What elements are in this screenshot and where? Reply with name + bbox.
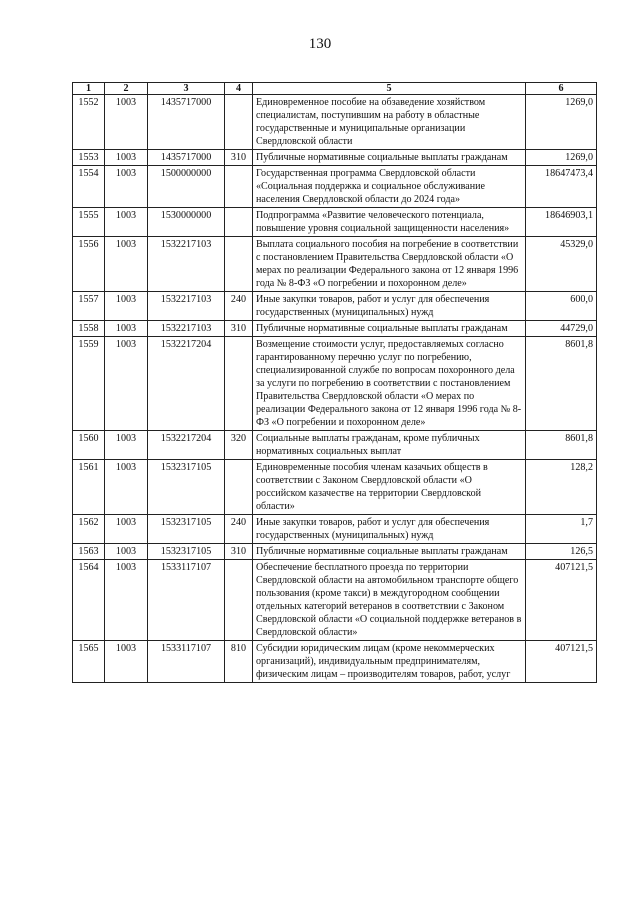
expense-type: 240 [225, 292, 253, 321]
section-code: 1003 [105, 460, 148, 515]
table-row [73, 544, 597, 560]
expense-type: 310 [225, 321, 253, 337]
expense-type [225, 237, 253, 292]
column-header: 1 [73, 83, 105, 95]
section-code: 1003 [105, 515, 148, 544]
table-row [73, 292, 597, 321]
target-code: 1532317105 [148, 515, 225, 544]
expense-type [225, 166, 253, 208]
row-amount: 600,0 [526, 292, 597, 321]
section-code: 1003 [105, 292, 148, 321]
section-code: 1003 [105, 95, 148, 150]
section-code: 1003 [105, 150, 148, 166]
row-amount: 8601,8 [526, 337, 597, 431]
target-code: 1532317105 [148, 460, 225, 515]
row-description: Публичные нормативные социальные выплаты гражданам [253, 321, 526, 337]
row-number: 1565 [73, 641, 105, 683]
table-row [73, 321, 597, 337]
row-description: Обеспечение бесплатного проезда по территории Свердловской области на автомобильном транспорте общего пользования (кроме такси) в междугородном сообщении отдельных категорий ветеранов в соответствии с Законом Свердловской области «О социальной поддержке ветеранов в Свердловской области» [253, 560, 526, 641]
column-header: 6 [526, 83, 597, 95]
target-code: 1533117107 [148, 560, 225, 641]
table-header-row [73, 83, 597, 95]
column-header: 3 [148, 83, 225, 95]
column-header: 2 [105, 83, 148, 95]
table-row [73, 166, 597, 208]
page-number: 130 [308, 36, 332, 52]
row-description: Государственная программа Свердловской области «Социальная поддержка и социальное обслуживание населения Свердловской области до 2024 года» [253, 166, 526, 208]
target-code: 1532217204 [148, 337, 225, 431]
section-code: 1003 [105, 321, 148, 337]
expense-type: 320 [225, 431, 253, 460]
table-row [73, 337, 597, 431]
table-row [73, 641, 597, 683]
row-description: Публичные нормативные социальные выплаты гражданам [253, 150, 526, 166]
row-number: 1562 [73, 515, 105, 544]
target-code: 1500000000 [148, 166, 225, 208]
row-amount: 1269,0 [526, 150, 597, 166]
section-code: 1003 [105, 337, 148, 431]
section-code: 1003 [105, 431, 148, 460]
section-code: 1003 [105, 641, 148, 683]
expense-type [225, 560, 253, 641]
expense-type [225, 460, 253, 515]
table-row [73, 460, 597, 515]
table-row [73, 515, 597, 544]
row-description: Публичные нормативные социальные выплаты гражданам [253, 544, 526, 560]
table-row [73, 237, 597, 292]
expense-type: 810 [225, 641, 253, 683]
row-amount: 407121,5 [526, 560, 597, 641]
row-number: 1553 [73, 150, 105, 166]
target-code: 1435717000 [148, 95, 225, 150]
row-number: 1560 [73, 431, 105, 460]
row-amount: 45329,0 [526, 237, 597, 292]
row-description: Социальные выплаты гражданам, кроме публичных нормативных социальных выплат [253, 431, 526, 460]
table-row [73, 431, 597, 460]
row-description: Иные закупки товаров, работ и услуг для обеспечения государственных (муниципальных) нужд [253, 515, 526, 544]
row-amount: 44729,0 [526, 321, 597, 337]
row-amount: 128,2 [526, 460, 597, 515]
table-row [73, 208, 597, 237]
row-description: Иные закупки товаров, работ и услуг для обеспечения государственных (муниципальных) нужд [253, 292, 526, 321]
target-code: 1532217103 [148, 321, 225, 337]
table-row [73, 560, 597, 641]
section-code: 1003 [105, 544, 148, 560]
row-description: Подпрограмма «Развитие человеческого потенциала, повышение уровня социальной защищенности населения» [253, 208, 526, 237]
target-code: 1435717000 [148, 150, 225, 166]
target-code: 1532217204 [148, 431, 225, 460]
row-amount: 8601,8 [526, 431, 597, 460]
row-number: 1556 [73, 237, 105, 292]
target-code: 1532217103 [148, 237, 225, 292]
row-number: 1555 [73, 208, 105, 237]
row-number: 1557 [73, 292, 105, 321]
row-number: 1552 [73, 95, 105, 150]
target-code: 1532317105 [148, 544, 225, 560]
table-body [73, 95, 597, 683]
target-code: 1533117107 [148, 641, 225, 683]
table-row [73, 150, 597, 166]
row-amount: 18646903,1 [526, 208, 597, 237]
target-code: 1530000000 [148, 208, 225, 237]
row-amount: 18647473,4 [526, 166, 597, 208]
expense-type [225, 95, 253, 150]
section-code: 1003 [105, 166, 148, 208]
expense-type [225, 208, 253, 237]
expense-type: 240 [225, 515, 253, 544]
column-header: 5 [253, 83, 526, 95]
expense-type [225, 337, 253, 431]
expense-type: 310 [225, 544, 253, 560]
row-amount: 1,7 [526, 515, 597, 544]
target-code: 1532217103 [148, 292, 225, 321]
row-amount: 126,5 [526, 544, 597, 560]
table-row [73, 95, 597, 150]
row-number: 1554 [73, 166, 105, 208]
row-number: 1563 [73, 544, 105, 560]
row-number: 1564 [73, 560, 105, 641]
row-description: Единовременные пособия членам казачьих обществ в соответствии с Законом Свердловской области «О российском казачестве на территории Свердловской области» [253, 460, 526, 515]
expense-type: 310 [225, 150, 253, 166]
row-number: 1558 [73, 321, 105, 337]
row-description: Единовременное пособие на обзаведение хозяйством специалистам, поступившим на работу в областные государственные и муниципальные организации Свердловской области [253, 95, 526, 150]
budget-table [72, 82, 597, 683]
row-number: 1559 [73, 337, 105, 431]
section-code: 1003 [105, 208, 148, 237]
row-amount: 407121,5 [526, 641, 597, 683]
column-header: 4 [225, 83, 253, 95]
row-description: Выплата социального пособия на погребение в соответствии с постановлением Правительства Свердловской области «О мерах по реализации Федерального закона от 12 января 1996 года № 8-ФЗ «О погребении и похоронном деле» [253, 237, 526, 292]
row-number: 1561 [73, 460, 105, 515]
row-description: Возмещение стоимости услуг, предоставляемых согласно гарантированному перечню услуг по погребению, специализированной службе по вопросам похоронного дела за услуги по погребению в соответствии с постановлением Правительства Свердловской области «О мерах по реализации Федерального закона от 12 января 1996 года № 8-ФЗ «О погребении и похоронном деле» [253, 337, 526, 431]
section-code: 1003 [105, 560, 148, 641]
row-description: Субсидии юридическим лицам (кроме некоммерческих организаций), индивидуальным предпринимателям, физическим лицам – производителям товаров, работ, услуг [253, 641, 526, 683]
section-code: 1003 [105, 237, 148, 292]
row-amount: 1269,0 [526, 95, 597, 150]
